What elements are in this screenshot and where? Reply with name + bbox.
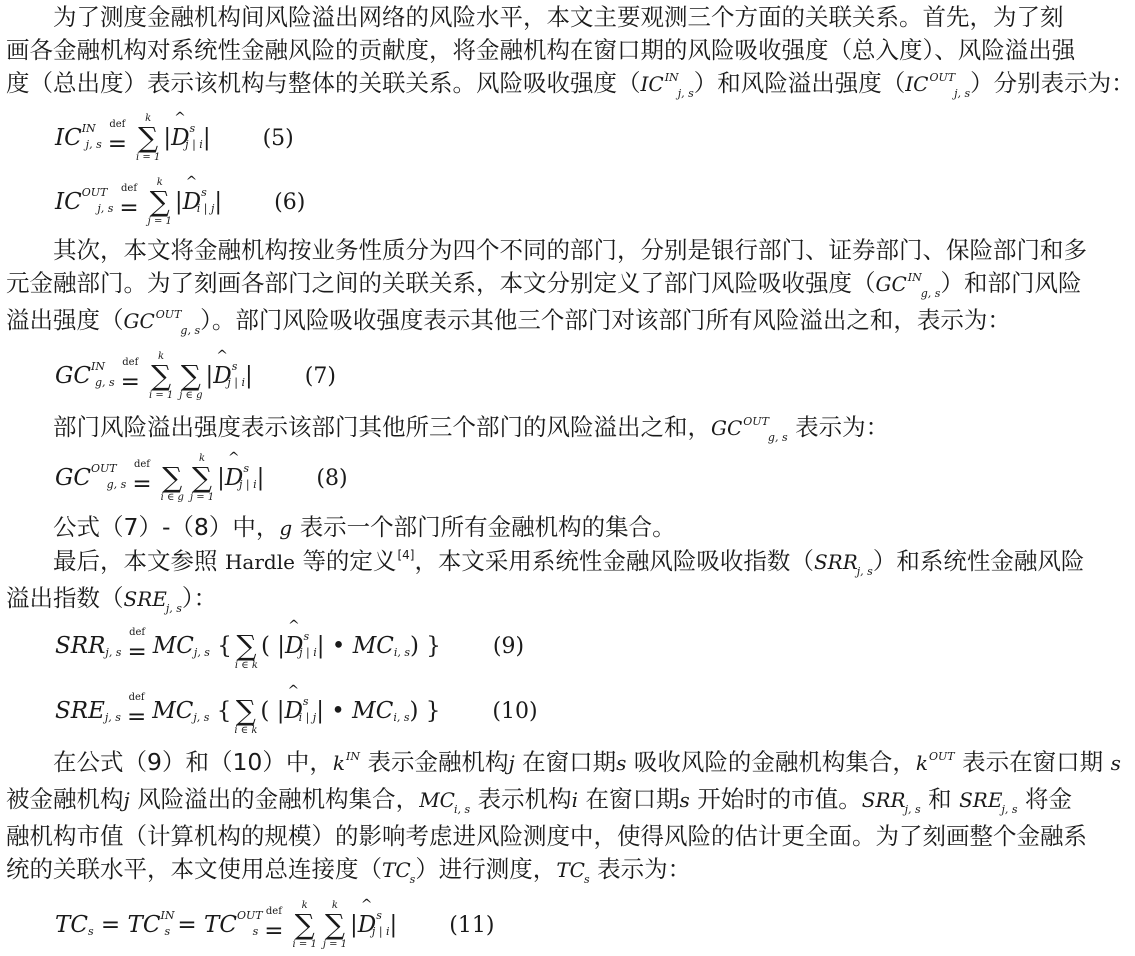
text-line: 统的关联水平，本文使用总连接度$(TC_s)$进行测度，$TC_s$ 表示为：	[6, 855, 692, 886]
paragraph-1	[6, 1, 1135, 104]
paragraph-6	[6, 746, 1121, 890]
text-line: 元金融部门。为了刻画各部门之间的关联关系，本文分别定义了部门风险吸收强度$(GC^{IN}_{g, s})$和部门风险	[6, 269, 1082, 300]
equation-6: IC OUT j, s def = k ∑ j = 1 | ^ D s i | j | (6)	[55, 172, 305, 232]
text-line: 部门风险溢出强度表示该部门其他所三个部门的风险溢出之和，$GC^{OUT}_{g, s}$ 表示为：	[53, 413, 890, 444]
equation-number: (8)	[316, 465, 348, 491]
text-line: 其次，本文将金融机构按业务性质分为四个不同的部门，分别是银行部门、证券部门、保险部门和多	[53, 236, 1087, 264]
equation-number: (7)	[304, 363, 336, 389]
text-fragment: ）和风险溢出强度（	[693, 69, 906, 97]
inline-math-gc-out: $GC^{OUT}_{g, s}$	[711, 415, 788, 444]
text-line: 溢出强度$(GC^{OUT}_{g, s})$。部门风险吸收强度表示其他三个部门对该部门所有风险溢出之和，表示为：	[6, 306, 1011, 337]
paragraph-3	[6, 411, 1074, 448]
equation-number: (6)	[274, 189, 306, 215]
citation-ref[interactable]: [4]	[397, 548, 415, 562]
equation-5: IC IN j, s def = k ∑ i = 1 | ^ D s j | i | (5)	[55, 108, 294, 168]
inline-math-sre: $SRE_{j, s}$	[123, 587, 182, 615]
text-line	[6, 67, 1135, 104]
text-line: 融机构市值（计算机构的规模）的影响考虑进风险测度中，使得风险的估计更全面。为了刻画整个金融系	[6, 822, 1087, 850]
inline-math-srr: $SRR_{j, s}$	[813, 550, 873, 578]
equation-number: (10)	[492, 698, 538, 724]
inline-math-ic-in: $IC^{IN}_{j, s}$	[640, 71, 694, 100]
equation-number: (9)	[492, 633, 525, 659]
equation-10: SRE j, s def = MC j, s { ∑ i ∈ k ( | ^ D s i | j | • MC i, s ) } (10)	[55, 681, 538, 741]
inline-math-k-out: $k^{OUT}$	[915, 750, 955, 775]
inline-math-g: g	[279, 516, 293, 540]
text-line: 在公式（9）和（10）中，$k^{IN}$ 表示金融机构j 在窗口期s 吸收风险的金融机构集合，$k^{OUT}$ 表示在窗口期 s	[53, 748, 1121, 776]
inline-math-ic-out: $IC^{OUT}_{j, s}$	[905, 71, 971, 100]
text-line: 画各金融机构对系统性金融风险的贡献度，将金融机构在窗口期的风险吸收强度（总入度）、风险溢出强	[6, 36, 1076, 64]
inline-math-tc: $TC_s$	[382, 858, 416, 886]
paragraph-4	[6, 511, 1085, 619]
equation-number: (11)	[449, 912, 495, 938]
equation-number: (5)	[262, 125, 294, 151]
text-line: 溢出指数$(SRE_{j, s})$：	[6, 584, 218, 615]
text-fragment: ）分别表示为：	[970, 69, 1135, 97]
inline-math-gc-in: $GC^{IN}_{g, s}$	[875, 271, 941, 300]
inline-math-mc: $MC_{i, s}$	[419, 788, 471, 816]
equation-11: TC s = TC IN s = TC OUT s def = k ∑ i = 1 k ∑ j = 1 | ^ D s j | i | (11)	[55, 895, 494, 955]
text-line: 被金融机构j 风险溢出的金融机构集合，$MC_{i, s}$ 表示机构i 在窗口期s 开始时的市值。$SRR_{j, s}$ 和 $SRE_{j, s}$ 将金	[6, 785, 1073, 816]
text-line: 为了测度金融机构间风险溢出网络的风险水平，本文主要观测三个方面的关联关系。首先，为了刻	[53, 3, 1064, 31]
citation-author: Hardle	[224, 550, 295, 574]
inline-math-k-in: $k^{IN}$	[332, 750, 360, 775]
text-line: 公式（7）-（8）中，g 表示一个部门所有金融机构的集合。	[53, 513, 676, 541]
text-fragment: 度（总出度）表示该机构与整体的关联关系。风险吸收强度（	[6, 69, 641, 97]
text-line: 最后，本文参照 Hardle 等的定义[4]，本文采用系统性金融风险吸收指数$(SRR_{j, s})$和系统性金融风险	[53, 547, 1085, 578]
inline-math-gc-out: $GC^{OUT}_{g, s}$	[123, 308, 201, 337]
paragraph-2	[6, 234, 1087, 341]
equation-9: SRR j, s def = MC j, s { ∑ i ∈ k ( | ^ D s j | i | • MC i, s ) } (9)	[55, 616, 524, 676]
equation-7: GC IN g, s def = k ∑ i = 1 ∑ j ∈ g | ^ D s j | i | (7)	[55, 346, 336, 406]
equation-8: GC OUT g, s def = ∑ i ∈ g k ∑ j = 1 | ^ D s j | i | (8)	[55, 448, 348, 508]
